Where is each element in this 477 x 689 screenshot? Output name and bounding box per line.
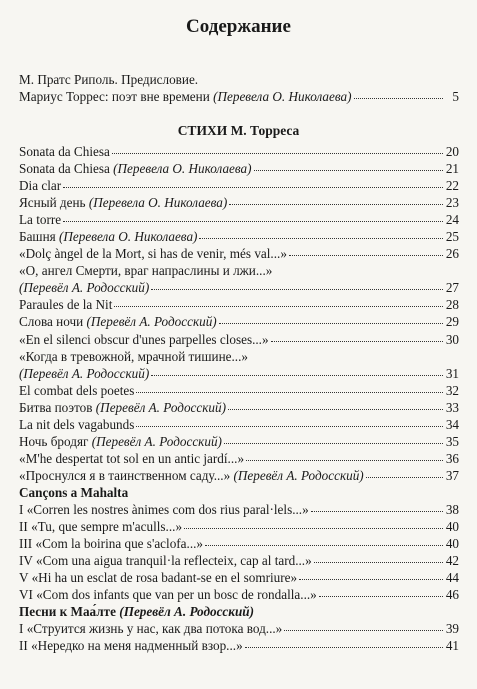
toc-subsection-heading <box>19 603 459 620</box>
entry-text: VI «Com dos infants que van per un bosc de rondalla...» <box>19 587 317 603</box>
dot-leader <box>63 187 443 188</box>
entry-text: «Dolç àngel de la Mort, si has de venir, més val...» <box>19 246 287 262</box>
dot-leader <box>136 426 443 427</box>
dot-leader <box>299 579 443 580</box>
dot-leader <box>314 562 443 563</box>
entry-text: III «Com la boirina que s'aclofa...» <box>19 536 204 552</box>
dot-leader <box>284 630 443 631</box>
entry-text: М. Пратс Риполь. Предисловие. <box>19 72 199 87</box>
entry-text: V «Hi ha un esclat de rosa badant-se en el somriure» <box>19 570 298 586</box>
toc-entry <box>19 501 459 518</box>
toc-entry <box>19 433 459 450</box>
page-number: 41 <box>445 638 459 654</box>
toc-entry <box>19 535 459 552</box>
page-number: 24 <box>445 212 459 228</box>
page-number: 46 <box>445 587 459 603</box>
dot-leader <box>228 409 443 410</box>
dot-leader <box>254 170 443 171</box>
entry-text: Ясный день (Перевела О. Николаева) <box>19 195 228 211</box>
page-number: 33 <box>445 399 459 415</box>
toc-entry <box>19 160 459 177</box>
dot-leader <box>114 306 443 307</box>
toc-entry <box>19 228 459 245</box>
page-title: Содержание <box>186 16 291 37</box>
toc-entry <box>19 194 459 211</box>
entry-text: II «Tu, que sempre m'aculls...» <box>19 519 183 535</box>
toc-entry <box>19 586 459 603</box>
entry-text: Башня (Перевела О. Николаева) <box>19 229 198 245</box>
toc-subsection-heading <box>19 484 459 501</box>
toc-entry <box>19 313 459 330</box>
dot-leader <box>184 528 443 529</box>
entry-text: Битва поэтов (Перевёл А. Родосский) <box>19 399 226 415</box>
toc-entry <box>19 382 459 399</box>
page-number: 31 <box>445 365 459 381</box>
page-number: 32 <box>445 382 459 398</box>
page-number: 20 <box>445 144 459 159</box>
dot-leader <box>136 392 443 393</box>
dot-leader <box>151 289 443 290</box>
toc-entry <box>19 637 459 654</box>
toc-entry <box>19 399 459 416</box>
toc-entry <box>19 450 459 467</box>
toc-entry <box>19 296 459 313</box>
entry-text: I «Corren les nostres ànimes com dos rius paral·lels...» <box>19 501 309 517</box>
toc-entry <box>19 569 459 586</box>
page-number: 40 <box>445 519 459 535</box>
dot-leader <box>245 647 443 648</box>
entry-text: «Когда в тревожной, мрачной тишине...» <box>19 348 248 364</box>
page-number: 40 <box>445 536 459 552</box>
entry-text: IV «Com una aigua tranquil·la reflecteix, cap al tard...» <box>19 553 312 569</box>
page-number: 29 <box>445 314 459 330</box>
dot-leader <box>246 460 443 461</box>
page-number: 23 <box>445 195 459 211</box>
toc-entry <box>19 177 459 194</box>
entry-text: Sonata da Chiesa <box>19 144 110 159</box>
toc-entry <box>19 552 459 569</box>
entry-text: (Перевёл А. Родосский) <box>19 365 150 381</box>
page-number: 26 <box>445 246 459 262</box>
dot-leader <box>311 511 443 512</box>
toc-entry <box>19 331 459 348</box>
page-number: 38 <box>445 501 459 517</box>
toc-entry <box>19 416 459 433</box>
page-number: 35 <box>445 433 459 449</box>
entry-text: Мариус Торрес: поэт вне времени (Перевела О. Николаева) <box>19 89 352 105</box>
entry-text: «О, ангел Смерти, враг напраслины и лжи...» <box>19 263 273 279</box>
toc-entry <box>19 143 459 160</box>
dot-leader <box>112 153 443 154</box>
toc-entry <box>19 262 459 279</box>
entry-text: Песни к Маа́лте (Перевёл А. Родосский) <box>19 604 255 620</box>
entry-text: Слова ночи (Перевёл А. Родосский) <box>19 314 217 330</box>
page-number: 34 <box>445 416 459 432</box>
dot-leader <box>205 545 443 546</box>
dot-leader <box>319 596 443 597</box>
dot-leader <box>63 221 443 222</box>
page-number: 42 <box>445 553 459 569</box>
toc-entry <box>19 518 459 535</box>
entry-text: El combat dels poetes <box>19 382 135 398</box>
dot-leader <box>229 204 443 205</box>
entry-text: «M'he despertat tot sol en un antic jardí...» <box>19 450 245 466</box>
dot-leader <box>219 323 443 324</box>
page-number: 25 <box>445 229 459 245</box>
dot-leader <box>289 255 443 256</box>
entry-text: La nit dels vagabunds <box>19 416 135 432</box>
page-number: 37 <box>445 467 459 483</box>
page-number: 27 <box>445 280 459 296</box>
intro-list <box>19 71 459 105</box>
toc-entry <box>19 365 459 382</box>
entry-text: La torre <box>19 212 62 228</box>
entry-text: «En el silenci obscur d'unes parpelles closes...» <box>19 331 269 347</box>
page-number: 30 <box>445 331 459 347</box>
toc-entry <box>19 245 459 262</box>
toc-entry <box>19 88 459 105</box>
entry-text: Cançons a Mahalta <box>19 484 129 500</box>
dot-leader <box>271 341 443 342</box>
page-number: 39 <box>445 621 459 637</box>
page-number: 21 <box>445 161 459 177</box>
toc-entry <box>19 211 459 228</box>
entry-text: (Перевёл А. Родосский) <box>19 280 150 296</box>
page-number: 36 <box>445 450 459 466</box>
dot-leader <box>366 477 443 478</box>
page-number: 44 <box>445 570 459 586</box>
toc-entry <box>19 71 459 88</box>
toc-entry <box>19 279 459 296</box>
entry-text: Ночь бродяг (Перевёл А. Родосский) <box>19 433 222 449</box>
entry-text: «Проснулся я в таинственном саду...» (Перевёл А. Родосский) <box>19 467 364 483</box>
toc-list <box>19 143 459 654</box>
page-number: 5 <box>452 89 459 105</box>
toc-entry <box>19 467 459 484</box>
page-number: 28 <box>445 297 459 313</box>
dot-leader <box>151 375 443 376</box>
toc-entry <box>19 348 459 365</box>
entry-text: Dia clar <box>19 178 62 194</box>
dot-leader <box>224 443 443 444</box>
entry-text: Sonata da Chiesa (Перевела О. Николаева) <box>19 161 252 177</box>
section-title: СТИХИ М. Торреса <box>177 123 300 138</box>
toc-entry <box>19 620 459 637</box>
entry-text: Paraules de la Nit <box>19 297 113 313</box>
dot-leader <box>199 238 443 239</box>
page-number: 22 <box>445 178 459 194</box>
dot-leader <box>354 98 444 99</box>
entry-text: II «Нередко на меня надменный взор...» <box>19 638 243 654</box>
entry-text: I «Струится жизнь у нас, как два потока вод...» <box>19 621 283 637</box>
